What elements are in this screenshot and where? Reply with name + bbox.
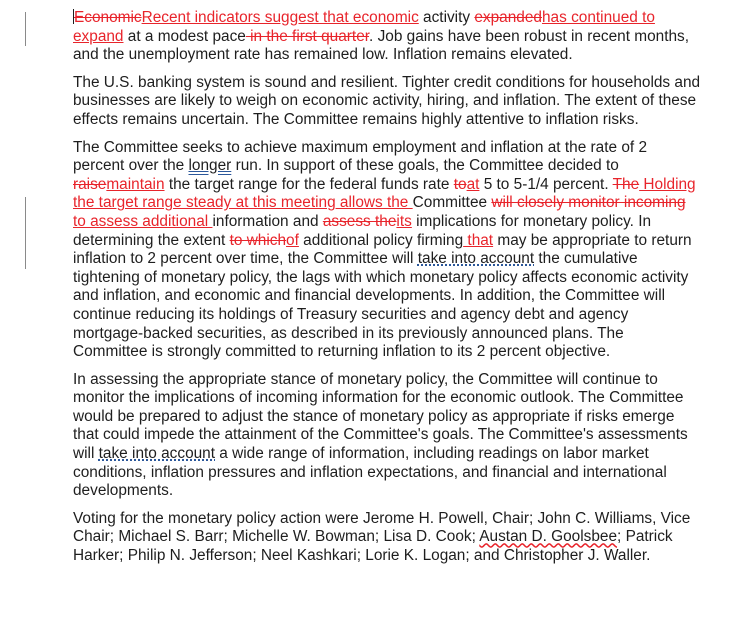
inserted-text: at [466,175,480,193]
text-run: 5 to 5-1/4 percent. [479,175,613,193]
deleted-text: Economic [74,9,142,26]
text-run: run. In support of these goals, the Committee decided to [231,157,619,175]
paragraph-1[interactable] [73,9,701,65]
paragraph-3[interactable] [73,139,701,362]
paragraph-5[interactable] [73,510,701,566]
deleted-text: in the first quarter [245,27,370,45]
deleted-text: expanded [474,9,542,26]
text-run: the target range for the federal funds rate [164,175,454,193]
inserted-text: has continued to expand [73,9,655,45]
text-run: may be appropriate to return inflation to 2 percent over time, the Committee will [73,231,692,268]
inserted-text: of [286,231,299,249]
inserted-text: to assess additional [73,212,213,230]
inserted-text: Holding the target range steady at this meeting allows the [73,175,696,212]
text-run: information and [212,212,323,230]
paragraph-4[interactable] [73,371,701,501]
text-run: a wide range of information, including readings on labor market conditions, inflation pressures and inflation expectations, and financial and international developments. [73,445,667,500]
paragraph-2[interactable] [73,74,701,130]
text-run: In assessing the appropriate stance of monetary policy, the Committee will continue to monitor the implications of incoming information for the economic outlook. The Committee would be prepared to adjust the stance of monetary policy as appropriate if risks emerge that could impede the attainment of the Committee's goals. The Committee's assessments will [73,370,688,463]
text-run: additional policy firming [298,231,464,249]
deleted-text: to [453,175,467,193]
inserted-text: its [396,212,412,230]
text-run: the cumulative tightening of monetary policy, the lags with which monetary policy affects economic activity and inflation, and economic and financial developments. In addition, the Committee will continue reducing its holdings of Treasury securities and agency debt and agency mortgage-backed securities, as described in its previously announced plans. The Committee is strongly committed to returning inflation to its 2 percent objective. [73,250,689,361]
change-bar-paragraph-1 [25,12,26,46]
grammar-flagged-text: take into account [417,250,535,268]
text-run: activity [418,9,475,26]
document-body[interactable] [73,9,701,575]
grammar-flagged-text: longer [188,157,232,175]
deleted-text: The [612,175,640,193]
text-run: The Committee seeks to achieve maximum employment and inflation at the rate of 2 percent over the [73,138,648,175]
grammar-flagged-text: take into account [98,445,216,463]
text-run: ; Patrick Harker; Philip N. Jefferson; Neel Kashkari; Lorie K. Logan; and Christopher J. Waller. [73,528,673,565]
inserted-text: Recent indicators suggest that economic [141,9,419,26]
change-bar-paragraph-3 [25,197,26,269]
inserted-text: maintain [106,175,165,193]
deleted-text: to which [229,231,287,249]
text-run: Voting for the monetary policy action were Jerome H. Powell, Chair; John C. Williams, Vice Chair; Michael S. Barr; Michelle W. Bowman; Lisa D. Cook; [73,509,691,546]
text-run: at a modest pace [123,27,246,45]
inserted-text: that [463,231,494,249]
text-run: Committee [412,194,492,212]
text-run: . Job gains have been robust in recent months, and the unemployment rate has remained low. Inflation remains elevated. [73,27,690,64]
deleted-text: will closely monitor incoming [491,194,686,212]
spelling-flagged-text: Austan D. Goolsbee [479,528,618,546]
text-run: The U.S. banking system is sound and resilient. Tighter credit conditions for households and businesses are likely to weigh on economic activity, hiring, and inflation. The extent of these effects remains uncertain. The Committee remains highly attentive to inflation risks. [73,73,701,128]
text-run: implications for monetary policy. In determining the extent [73,212,652,249]
deleted-text: raise [73,175,107,193]
deleted-text: assess the [322,212,397,230]
